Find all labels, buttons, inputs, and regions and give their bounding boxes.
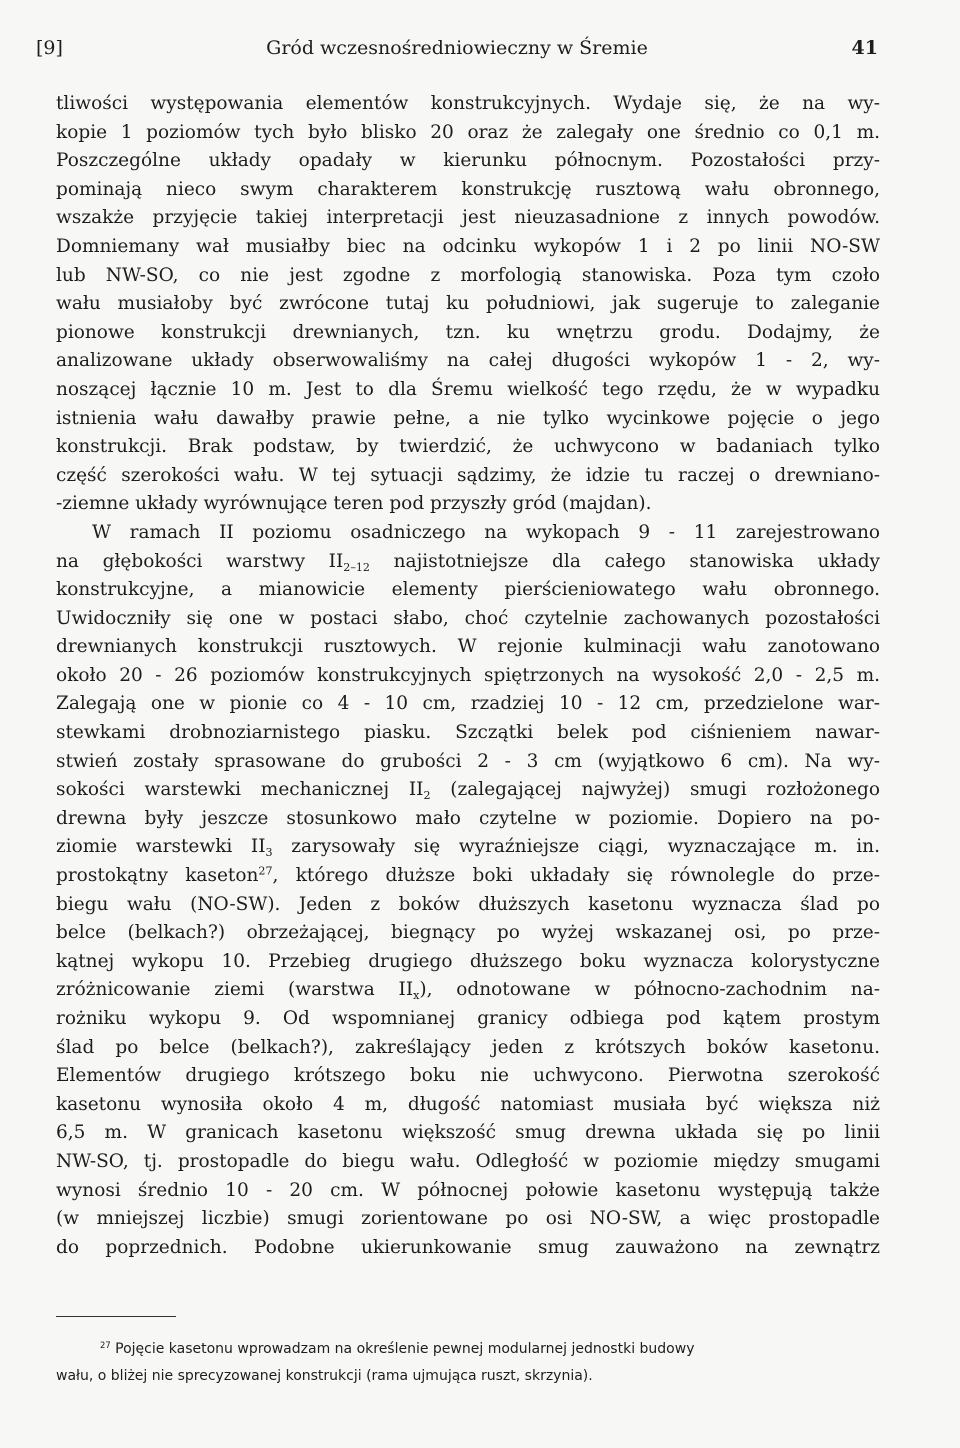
text-line: rożniku wykopu 9. Od wspomnianej granicy odbiega pod kątem prostym	[56, 1008, 880, 1029]
page-number: 41	[851, 37, 878, 59]
text-line: Poszczególne układy opadały w kierunku północnym. Pozostałości przy-	[56, 150, 880, 172]
text-fragment: ), odnotowane w północno-zachodnim na-	[419, 979, 881, 1001]
text-fragment: zróżnicowanie ziemi (warstwa II	[56, 979, 414, 1001]
text-line: -ziemne układy wyrównujące teren pod przyszły gród (majdan).	[56, 493, 652, 515]
subscript: 3	[265, 846, 273, 860]
page-tag: [9]	[36, 37, 63, 59]
text-line: biegu wału (NO-SW). Jeden z boków dłuższych kasetonu wyznacza ślad po	[56, 893, 880, 915]
footnote-ref: 27	[258, 864, 273, 878]
text-line: Elementów drugiego krótszego boku nie uchwycono. Pierwotna szerokość	[56, 1065, 880, 1087]
text-line: tliwości występowania elementów konstrukcyjnych. Wydaje się, że na wy-	[56, 93, 880, 114]
text-line: NW-SO, tj. prostopadle do biegu wału. Odległość w poziomie między smugami	[56, 1150, 880, 1172]
text-line	[56, 548, 880, 577]
running-title: Gród wczesnośredniowieczny w Śremie	[266, 37, 648, 59]
subscript: x	[413, 989, 420, 1003]
text-fragment: najistotniejsze dla całego stanowiska układy	[370, 550, 880, 572]
text-fragment: sokości warstewki mechanicznej II	[56, 779, 424, 801]
footnote-text: Pojęcie kasetonu wprowadzam na określenie pewnej modularnej jednostki budowy	[110, 1341, 695, 1357]
text-fragment: na głębokości warstwy II	[56, 550, 344, 572]
footnote-marker: 27	[100, 1339, 111, 1350]
running-header	[36, 34, 878, 62]
text-line: Domniemany wał musiałby biec na odcinku wykopów 1 i 2 po linii NO-SW	[56, 235, 880, 257]
text-fragment: prostokątny kaseton	[56, 865, 259, 887]
text-line	[56, 976, 880, 1005]
text-line: do poprzednich. Podobne ukierunkowanie smug zauważono na zewnątrz	[56, 1236, 880, 1258]
text-line: część szerokości wału. W tej sytuacji sądzimy, że idzie tu raczej o drewniano-	[56, 464, 880, 486]
text-line: konstrukcji. Brak podstaw, by twierdzić, że uchwycono w badaniach tylko	[56, 436, 880, 458]
text-line	[56, 833, 880, 862]
text-line: 6,5 m. W granicach kasetonu większość smug drewna układa się po linii	[56, 1122, 880, 1144]
text-fragment: zarysowały się wyraźniejsze ciągi, wyznaczające m. in.	[272, 836, 880, 858]
text-line: drewna były jeszcze stosunkowo mało czytelne w poziomie. Dopiero na po-	[56, 807, 880, 829]
text-line: kątnej wykopu 10. Przebieg drugiego dłuższego boku wyznacza kolorystyczne	[56, 950, 880, 972]
text-line: (w mniejszej liczbie) smugi zorientowane po osi NO-SW, a więc prostopadle	[56, 1208, 880, 1230]
text-line: analizowane układy obserwowaliśmy na całej długości wykopów 1 - 2, wy-	[56, 350, 880, 372]
footnote-divider	[56, 1316, 176, 1317]
text-line: wszakże przyjęcie takiej interpretacji jest nieuzasadnione z innych powodów.	[56, 207, 880, 229]
text-line: wynosi średnio 10 - 20 cm. W północnej połowie kasetonu występują także	[56, 1179, 880, 1201]
text-line: stwień zostały sprasowane do grubości 2 - 3 cm (wyjątkowo 6 cm). Na wy-	[56, 750, 880, 772]
text-line	[56, 862, 880, 891]
text-line: konstrukcyjne, a mianowicie elementy pierścieniowatego wału obronnego.	[56, 579, 880, 601]
text-fragment: ziomie warstewki II	[56, 836, 266, 858]
text-line: Zalegają one w pionie co 4 - 10 cm, rzadziej 10 - 12 cm, przedzielone war-	[56, 693, 880, 715]
text-line: drewnianych konstrukcji rusztowych. W rejonie kulminacji wału zanotowano	[56, 636, 880, 658]
subscript: 2	[423, 789, 431, 803]
text-line: ślad po belce (belkach?), zakreślający jeden z krótszych boków kasetonu.	[56, 1036, 880, 1058]
subscript: 2–12	[343, 560, 370, 574]
text-line: noszącej łącznie 10 m. Jest to dla Śremu wielkość tego rzędu, że w wypadku	[56, 378, 880, 400]
text-line: kasetonu wynosiła około 4 m, długość natomiast musiała być większa niż	[56, 1093, 880, 1115]
text-line: W ramach II poziomu osadniczego na wykopach 9 - 11 zarejestrowano	[92, 521, 880, 543]
footnote-line	[56, 1336, 880, 1363]
text-line: lub NW-SO, co nie jest zgodne z morfologią stanowiska. Poza tym czoło	[56, 264, 880, 286]
footnote-line: wału, o bliżej nie sprecyzowanej konstrukcji (rama ujmująca ruszt, skrzynia).	[56, 1368, 593, 1384]
text-line	[56, 776, 880, 805]
text-fragment: (zalegającej najwyżej) smugi rozłożonego	[430, 779, 880, 801]
text-line: kopie 1 poziomów tych było blisko 20 oraz że zalegały one średnio co 0,1 m.	[56, 121, 880, 143]
body-text	[56, 90, 880, 1262]
text-line: około 20 - 26 poziomów konstrukcyjnych spiętrzonych na wysokość 2,0 - 2,5 m.	[56, 664, 880, 686]
text-line: istnienia wału dawałby prawie pełne, a nie tylko wycinkowe pojęcie o jego	[56, 407, 880, 429]
text-line: pionowe konstrukcji drewnianych, tzn. ku wnętrzu grodu. Dodajmy, że	[56, 321, 880, 343]
text-line: wału musiałoby być zwrócone tutaj ku południowi, jak sugeruje to zaleganie	[56, 293, 880, 315]
text-line: Uwidoczniły się one w postaci słabo, choć czytelnie zachowanych pozostałości	[56, 607, 880, 629]
footnote	[56, 1336, 880, 1390]
text-line: stewkami drobnoziarnistego piasku. Szczątki belek pod ciśnieniem nawar-	[56, 722, 880, 744]
text-fragment: , którego dłuższe boki układały się równolegle do prze-	[272, 865, 881, 887]
text-line: pominają nieco swym charakterem konstrukcję rusztową wału obronnego,	[56, 178, 880, 200]
text-line: belce (belkach?) obrzeżającej, biegnący po wyżej wskazanej osi, po prze-	[56, 922, 880, 944]
